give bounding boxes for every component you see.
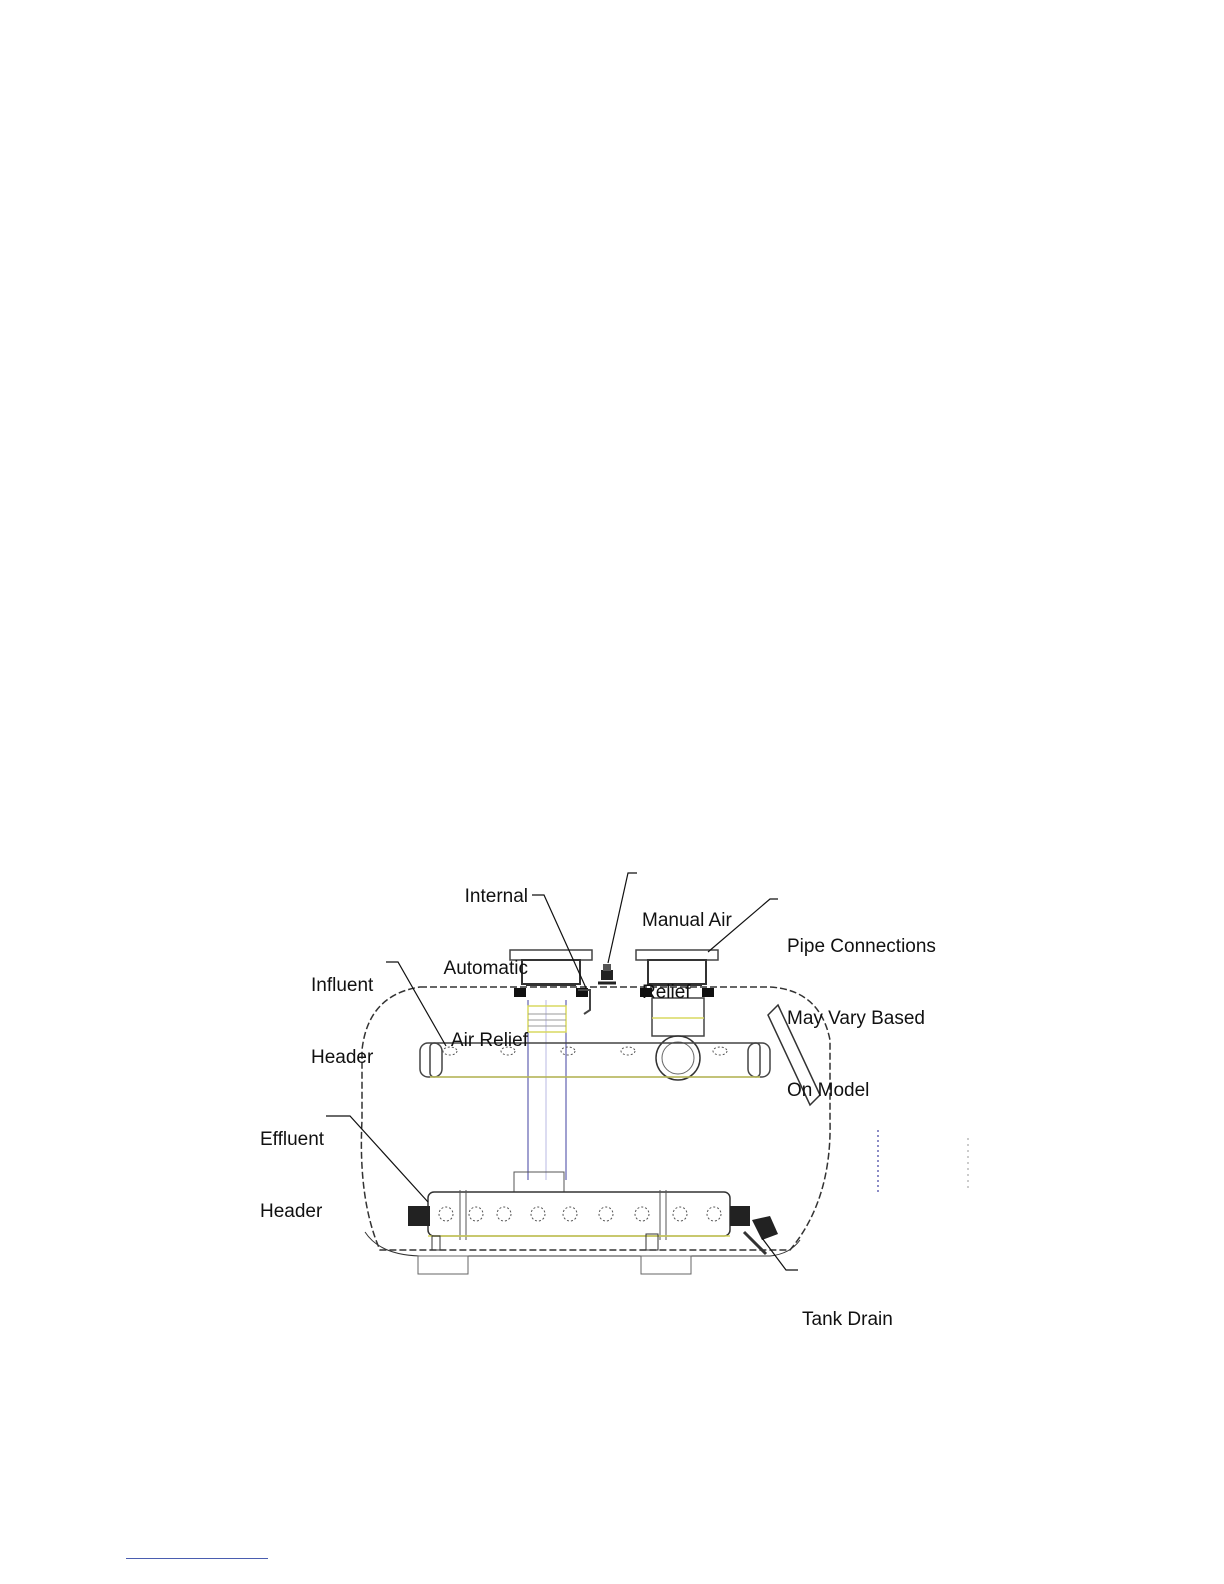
label-manual-air-relief [642,861,732,1029]
label-line: Header [311,1047,374,1068]
footnote-separator [126,1558,268,1559]
label-line: May Vary Based [787,1008,925,1029]
label-effluent-header [260,1080,324,1248]
leader-effluent-header [326,1116,428,1202]
label-internal-automatic-air-relief [434,837,528,1077]
leader-manual-air-relief [608,873,637,963]
leader-internal-air-relief [532,895,586,988]
label-tank-drain [802,1260,893,1356]
manual-air-relief-valve [598,964,616,983]
label-line: Tank Drain [802,1309,893,1330]
tank-shell [361,987,830,1250]
label-line: Effluent [260,1129,325,1150]
label-line: Pipe Connections [787,936,936,957]
label-line: Automatic [443,958,528,979]
label-line: Air Relief [450,1030,528,1051]
label-influent-header [311,926,373,1094]
label-line: Internal [464,886,528,907]
support-foot-right [641,1256,691,1274]
label-line: Relief [642,982,691,1003]
effluent-header-pipe [408,1172,750,1250]
label-pipe-connections [787,887,936,1127]
label-line: Influent [311,975,374,996]
label-line: Header [260,1201,323,1222]
support-foot-left [418,1256,468,1274]
label-line: Manual Air [642,910,732,931]
label-line: On Model [787,1080,870,1101]
central-riser [528,1000,566,1180]
